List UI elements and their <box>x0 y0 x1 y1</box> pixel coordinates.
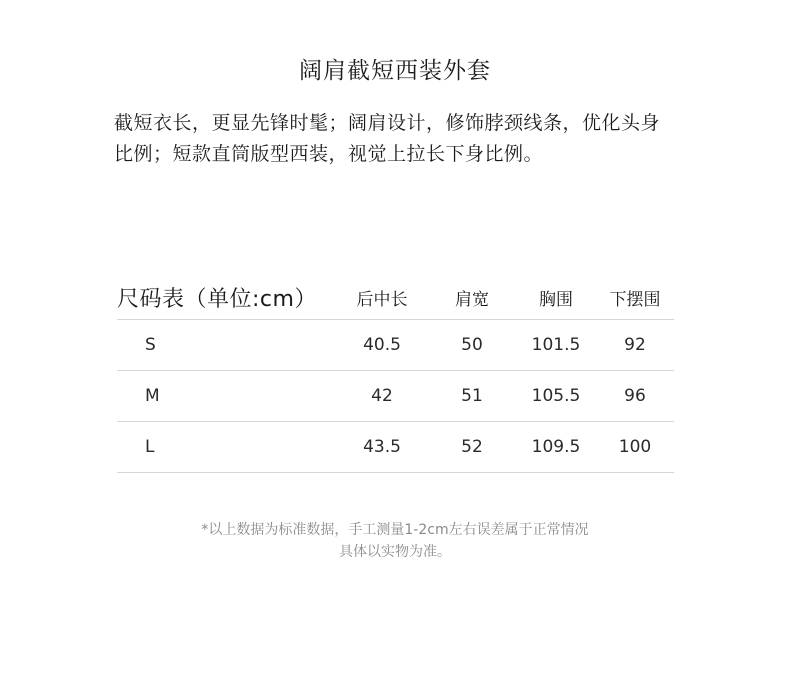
hem-cell: 100 <box>596 422 674 473</box>
hem-cell: 96 <box>596 371 674 422</box>
table-row <box>117 320 674 371</box>
hem-cell: 92 <box>596 320 674 371</box>
product-description <box>114 108 734 170</box>
shoulder-width-cell: 51 <box>428 371 516 422</box>
note-line-1: *以上数据为标准数据，手工测量1-2cm左右误差属于正常情况 <box>201 522 589 538</box>
description-line-2: 比例；短款直筒版型西装，视觉上拉长下身比例。 <box>114 143 544 165</box>
size-chart-header-row <box>117 276 674 320</box>
note-line-2: 具体以实物为准。 <box>339 544 451 560</box>
product-title: 阔肩截短西装外套 <box>299 58 491 84</box>
size-label: M <box>117 371 336 422</box>
chest-cell: 105.5 <box>516 371 596 422</box>
back-length-cell: 43.5 <box>336 422 428 473</box>
size-chart-table <box>117 276 674 473</box>
chest-cell: 101.5 <box>516 320 596 371</box>
size-chart-title: 尺码表（单位:cm） <box>117 276 336 320</box>
measurement-note <box>0 519 790 563</box>
chest-cell: 109.5 <box>516 422 596 473</box>
table-row <box>117 371 674 422</box>
shoulder-width-cell: 52 <box>428 422 516 473</box>
header-shoulder-width: 肩宽 <box>428 276 516 320</box>
shoulder-width-cell: 50 <box>428 320 516 371</box>
back-length-cell: 42 <box>336 371 428 422</box>
header-back-length: 后中长 <box>336 276 428 320</box>
size-label: S <box>117 320 336 371</box>
back-length-cell: 40.5 <box>336 320 428 371</box>
header-hem: 下摆围 <box>596 276 674 320</box>
header-chest: 胸围 <box>516 276 596 320</box>
size-label: L <box>117 422 336 473</box>
table-row <box>117 422 674 473</box>
description-line-1: 截短衣长，更显先锋时髦；阔肩设计，修饰脖颈线条，优化头身 <box>114 112 661 134</box>
